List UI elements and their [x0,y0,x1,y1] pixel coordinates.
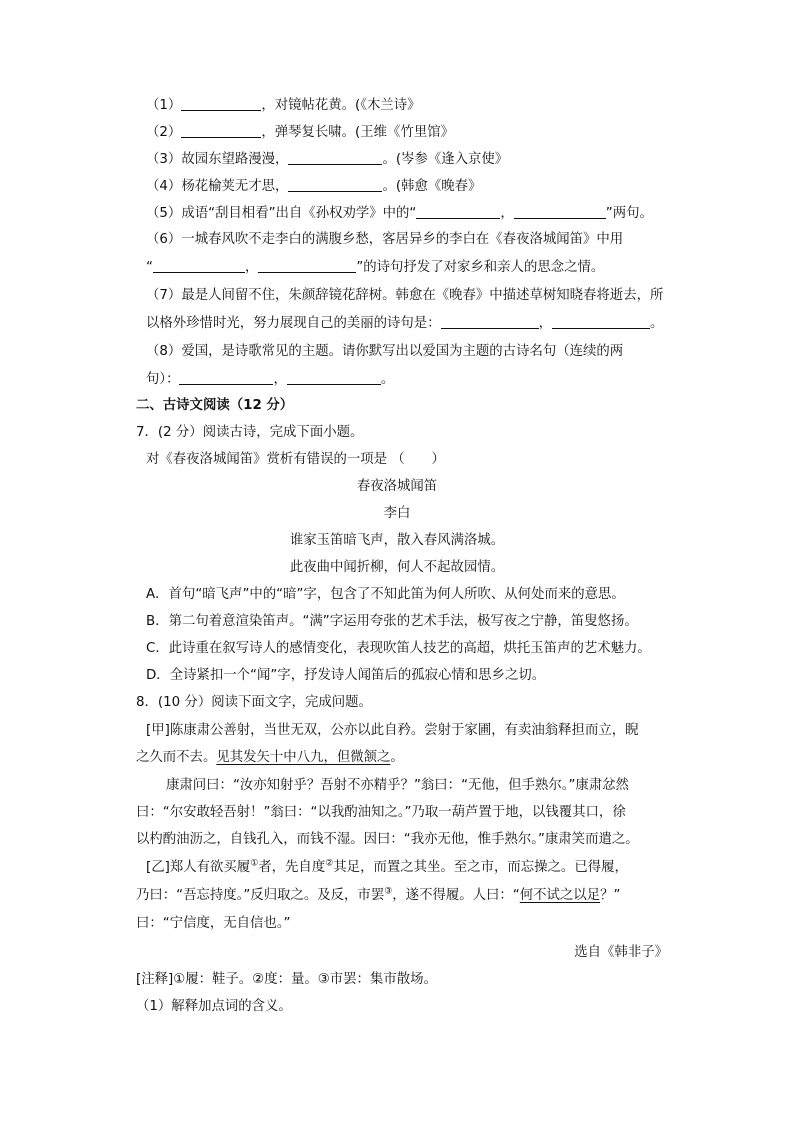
passage-jia-line: 之久而不去。见其发矢十中八九，但微颔之。 [136,750,404,765]
answer-blank[interactable] [179,370,273,385]
passage-yi-line: 乃曰：“吾忘持度。”反归取之。及反，市罢③，遂不得履。人曰：“何不试之以足？” [136,886,621,903]
item-number: （3） [146,152,182,167]
footnote-marker: ③ [384,886,393,897]
footnote-marker: ② [325,858,334,869]
passage-yi-line: 曰：“宁信度，无自信也。” [136,916,291,931]
fill-item-6-line2: “ ， ”的诗句抒发了对家乡和亲人的思念之情。 [146,260,605,275]
passage-jia-line: 曰：“尔安敢轻吾射！”翁曰：“以我酌油知之。”乃取一葫芦置于地，以钱覆其口，徐 [136,805,626,820]
item-number: （6） [146,232,182,247]
answer-blank[interactable] [416,204,500,219]
fill-item-7-line2: 以格外珍惜时光，努力展现自己的美丽的诗句是： ， 。 [146,316,664,331]
annotation-notes: [注释]①履：鞋子。②度：量。③市罢：集市散场。 [136,972,437,987]
answer-blank[interactable] [181,96,261,111]
answer-blank[interactable] [288,177,382,192]
fill-item-1: （1） ，对镜帖花黄。(《木兰诗》 [146,98,421,113]
fill-item-4: （4）杨花榆荚无才思， 。(韩愈《晚春》 [146,179,482,194]
passage-yi-line: [乙]郑人有欲买履①者，先自度②其足，而置之其坐。至之市，而忘操之。已得履， [146,858,628,875]
underlined-sentence: 见其发矢十中八九，但微颔之 [216,750,391,765]
answer-blank[interactable] [153,258,245,273]
poem-author: 李白 [383,506,411,521]
fill-item-8-line2: 句）： ， 。 [146,372,395,387]
item-number: （4） [146,179,182,194]
answer-blank[interactable] [258,258,356,273]
option-b[interactable]: B．第二句着意渲染笛声。“满”字运用夸张的艺术手法，极写夜之宁静，笛叟悠扬。 [146,614,638,629]
fill-item-6: （6）一城春风吹不走李白的满腹乡愁，客居异乡的李白在《春夜洛城闻笛》中用 [146,232,624,247]
poem-line: 谁家玉笛暗飞声，散入春风满洛城。 [289,533,505,548]
poem-title: 春夜洛城闻笛 [356,479,438,494]
answer-blank[interactable] [441,314,539,329]
q7-stem: 7．(2 分）阅读古诗，完成下面小题。 [136,425,364,440]
passage-jia-line: 康肃问曰：“汝亦知射乎？吾射不亦精乎？”翁曰：“无他，但手熟尔。”康肃忿然 [166,778,629,793]
answer-blank[interactable] [287,370,381,385]
fill-item-7: （7）最是人间留不住，朱颜辞镜花辞树。韩愈在《晚春》中描述草树知晓春将逝去，所 [146,288,664,303]
passage-jia-line: 以杓酌油沥之，自钱孔入，而钱不湿。因曰：“我亦无他，惟手熟尔。”康肃笑而遣之。 [136,832,639,847]
option-c[interactable]: C．此诗重在叙写诗人的感情变化，表现吹笛人技艺的高超，烘托玉笛声的艺术魅力。 [146,641,651,656]
passage-jia-line: [甲]陈康肃公善射，当世无双，公亦以此自矜。尝射于家圃，有卖油翁释担而立，睨 [146,723,639,738]
section-heading: 二、古诗文阅读（12 分） [136,398,294,413]
q8-stem: 8．(10 分）阅读下面文字，完成问题。 [136,695,372,710]
q7-question: 对《春夜洛城闻笛》赏析有错误的一项是 （ ） [146,452,445,467]
footnote-marker: ① [250,858,259,869]
answer-blank[interactable] [552,314,650,329]
item-number: （1） [146,98,182,113]
fill-item-8: （8）爱国，是诗歌常见的主题。请你默写出以爱国为主题的古诗名句（连续的两 [146,344,624,359]
item-number: （5） [146,206,182,221]
item-number: （7） [146,288,182,303]
poem-line: 此夜曲中闻折柳，何人不起故园情。 [289,560,505,575]
option-a[interactable]: A．首句“暗飞声”中的“暗”字，包含了不知此笛为何人所吹、从何处而来的意思。 [146,587,625,602]
fill-item-5: （5）成语“刮目相看”出自《孙权劝学》中的“ ， ”两句。 [146,206,653,221]
underlined-sentence: 何不试之以足 [519,888,601,903]
option-d[interactable]: D．全诗紧扣一个“闻”字，抒发诗人闻笛后的孤寂心情和思乡之切。 [146,668,546,683]
fill-item-3: （3）故园东望路漫漫， 。(岑参《逢入京使》 [146,152,509,167]
item-number: （2） [146,125,182,140]
item-number: （8） [146,344,182,359]
fill-item-2: （2） ，弹琴复长啸。(王维《竹里馆》 [146,125,455,140]
answer-blank[interactable] [181,123,261,138]
sub-question-1: （1）解释加点词的含义。 [136,999,292,1014]
answer-blank[interactable] [288,150,382,165]
answer-blank[interactable] [514,204,606,219]
source-citation: 选自《韩非子》 [574,945,668,960]
